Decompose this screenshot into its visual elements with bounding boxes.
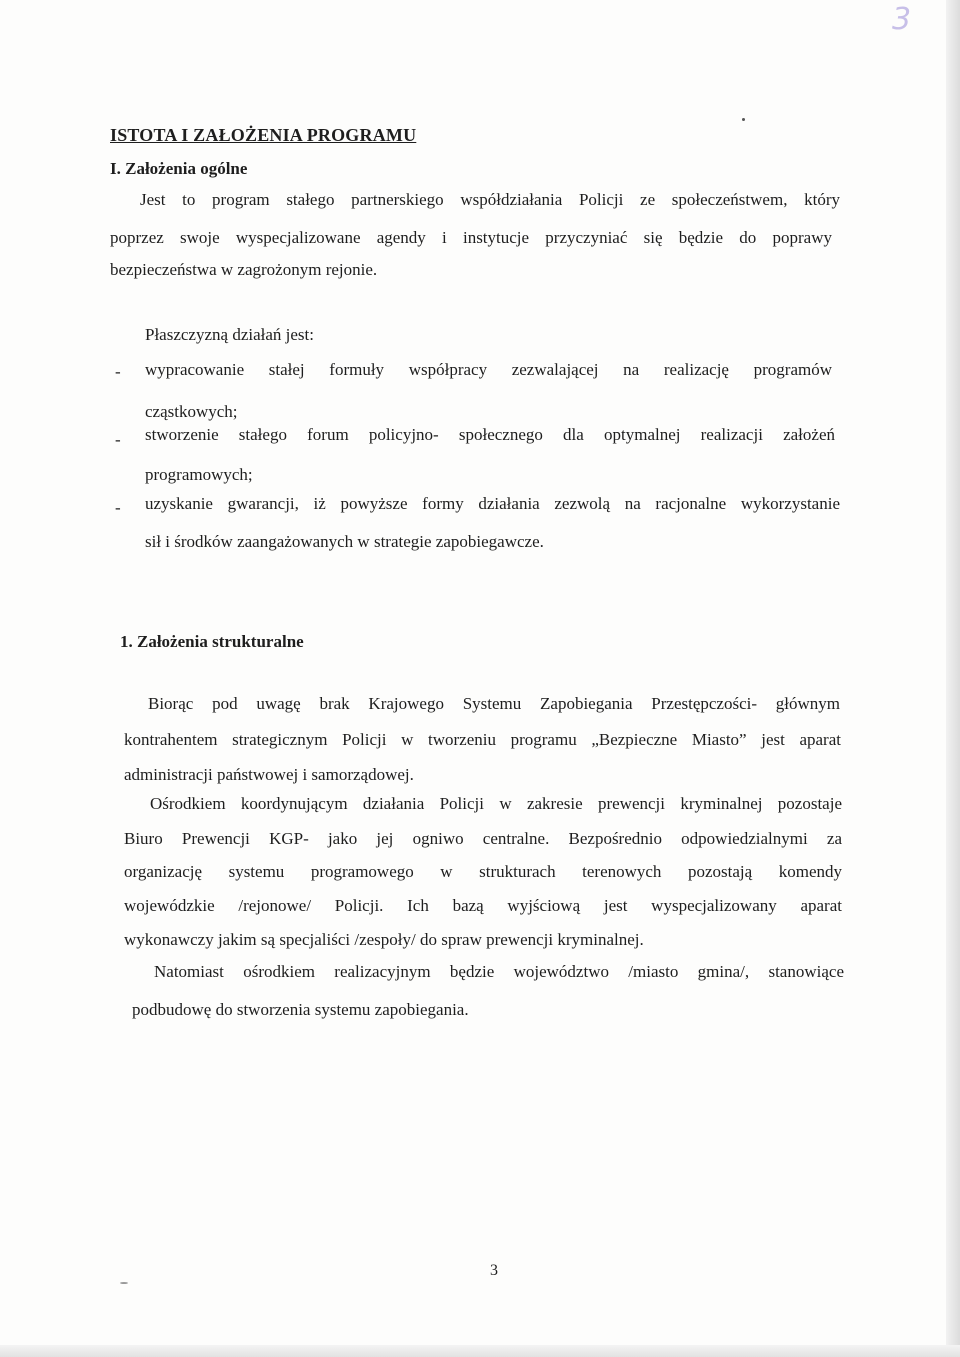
plane-label: Płaszczyzną działań jest: [145,325,314,344]
handwritten-page-mark: 3 [892,2,912,37]
scan-edge-right [946,0,960,1357]
para3-line-1: Natomiast ośrodkiem realizacyjnym będzie województwo /miasto gmina/, stanowiące [154,962,844,981]
bullet-3-line-2: sił i środków zaangażowanych w strategie zapobiegawcze. [145,532,544,551]
para2-line-5: wykonawczy jakim są specjaliści /zespoły/ do spraw prewencji kryminalnej. [124,930,644,949]
bullet-1-line-1: wypracowanie stałej formuły współpracy zezwalającej na realizację programów [145,360,832,379]
bullet-3-line-1: uzyskanie gwarancji, iż powyższe formy działania zezwolą na racjonalne wykorzystanie [145,494,840,513]
para2-line-3: organizację systemu programowego w strukturach terenowych pozostają komendy [124,862,842,881]
para1-line-3: administracji państwowej i samorządowej. [124,765,414,784]
scan-edge-bottom [0,1345,960,1357]
para2-line-1: Ośrodkiem koordynującym działania Policji w zakresie prewencji kryminalnej pozostaje [150,794,842,813]
para2-line-2: Biuro Prewencji KGP- jako jej ogniwo centralne. Bezpośrednio odpowiedzialnymi za [124,829,842,848]
intro-line-3: bezpieczeństwa w zagrożonym rejonie. [110,260,378,279]
bullet-dash-3: - [115,498,121,517]
scan-speck [120,1282,128,1284]
bullet-1-line-2: cząstkowych; [145,402,238,421]
bullet-dash-1: - [115,362,121,381]
scan-speck [742,118,745,121]
para1-line-1: Biorąc pod uwagę brak Krajowego Systemu Zapobiegania Przestępczości- głównym [148,694,840,713]
para1-line-2: kontrahentem strategicznym Policji w tworzeniu programu „Bezpieczne Miasto” jest aparat [124,730,841,749]
bullet-2-line-1: stworzenie stałego forum policyjno- społecznego dla optymalnej realizacji założeń [145,425,835,444]
bullet-2-line-2: programowych; [145,465,253,484]
bullet-dash-2: - [115,430,121,449]
section-heading-structural: 1. Założenia strukturalne [120,632,304,651]
para3-line-2: podbudowę do stworzenia systemu zapobiegania. [132,1000,469,1019]
intro-line-2: poprzez swoje wyspecjalizowane agendy i instytucje przyczyniać się będzie do poprawy [110,228,832,247]
intro-line-1: Jest to program stałego partnerskiego współdziałania Policji ze społeczeństwem, który [140,190,840,209]
para2-line-4: wojewódzkie /rejonowe/ Policji. Ich bazą wyjściową jest wyspecjalizowany aparat [124,896,842,915]
section-heading-general: I. Założenia ogólne [110,159,248,178]
document-title: ISTOTA I ZAŁOŻENIA PROGRAMU [110,125,417,145]
page-number: 3 [490,1262,498,1279]
